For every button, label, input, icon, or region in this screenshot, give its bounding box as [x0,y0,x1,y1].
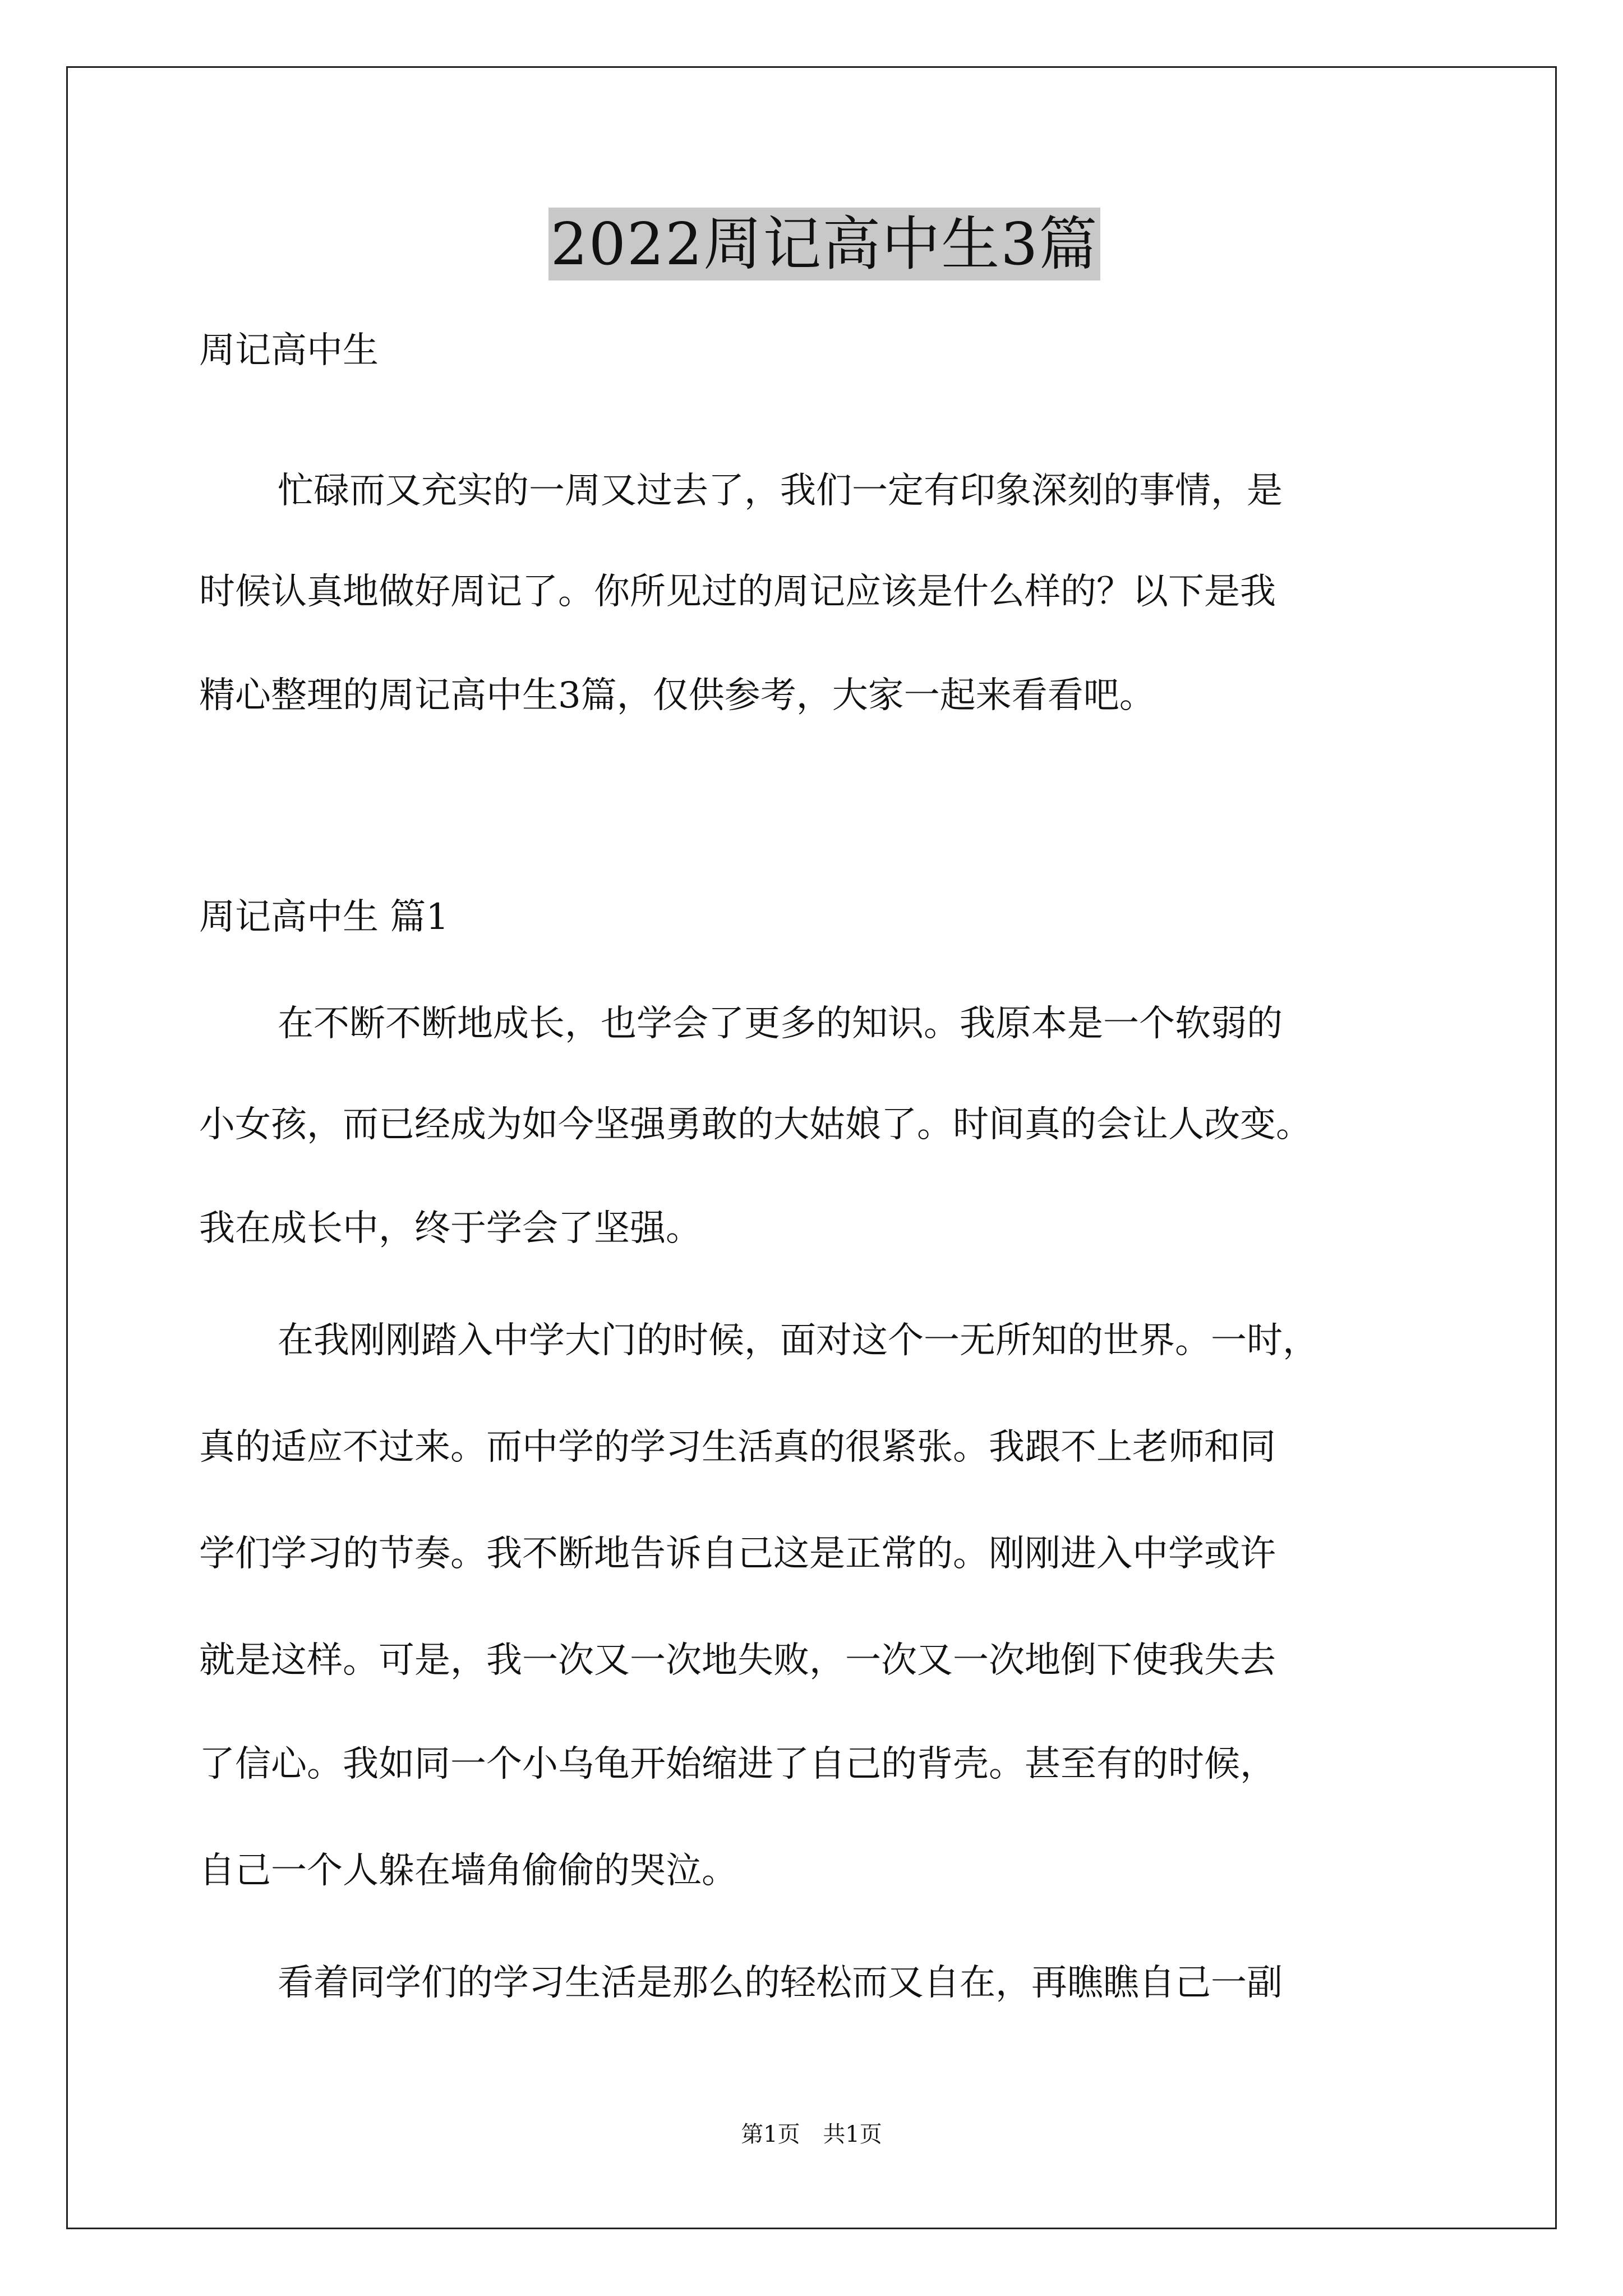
paragraph-line: 时候认真地做好周记了。你所见过的周记应该是什么样的？以下是我 [199,571,1276,613]
paragraph-line: 忙碌而又充实的一周又过去了，我们一定有印象深刻的事情，是 [278,470,1283,512]
paragraph-line: 就是这样。可是，我一次又一次地失败，一次又一次地倒下使我失去 [199,1640,1276,1681]
paragraph-line: 自己一个人躲在墙角偷偷的哭泣。 [199,1850,737,1892]
page-total: 共1页 [823,2122,882,2147]
section-heading: 周记高中生 [199,330,379,371]
document-title: 2022周记高中生3篇 [548,208,1101,280]
paragraph-line: 学们学习的节奏。我不断地告诉自己这是正常的。刚刚进入中学或许 [199,1533,1276,1575]
page-footer [0,2120,1623,2148]
paragraph-line: 在不断不断地成长，也学会了更多的知识。我原本是一个软弱的 [278,1003,1283,1045]
paragraph-line: 真的适应不过来。而中学的学习生活真的很紧张。我跟不上老师和同 [199,1427,1276,1468]
paragraph-line: 我在成长中，终于学会了坚强。 [199,1208,702,1249]
page-number: 第1页 [741,2122,800,2147]
paragraph-line: 了信心。我如同一个小乌龟开始缩进了自己的背壳。甚至有的时候， [199,1743,1276,1785]
paragraph-line: 小女孩，而已经成为如今坚强勇敢的大姑娘了。时间真的会让人改变。 [199,1104,1312,1145]
paragraph-line: 在我刚刚踏入中学大门的时候，面对这个一无所知的世界。一时， [278,1320,1318,1361]
section-heading: 周记高中生 篇1 [199,896,449,938]
title-block [199,208,1450,280]
paragraph-line: 看着同学们的学习生活是那么的轻松而又自在，再瞧瞧自己一副 [278,1962,1283,2004]
paragraph-line: 精心整理的周记高中生3篇，仅供参考，大家一起来看看吧。 [199,675,1155,716]
